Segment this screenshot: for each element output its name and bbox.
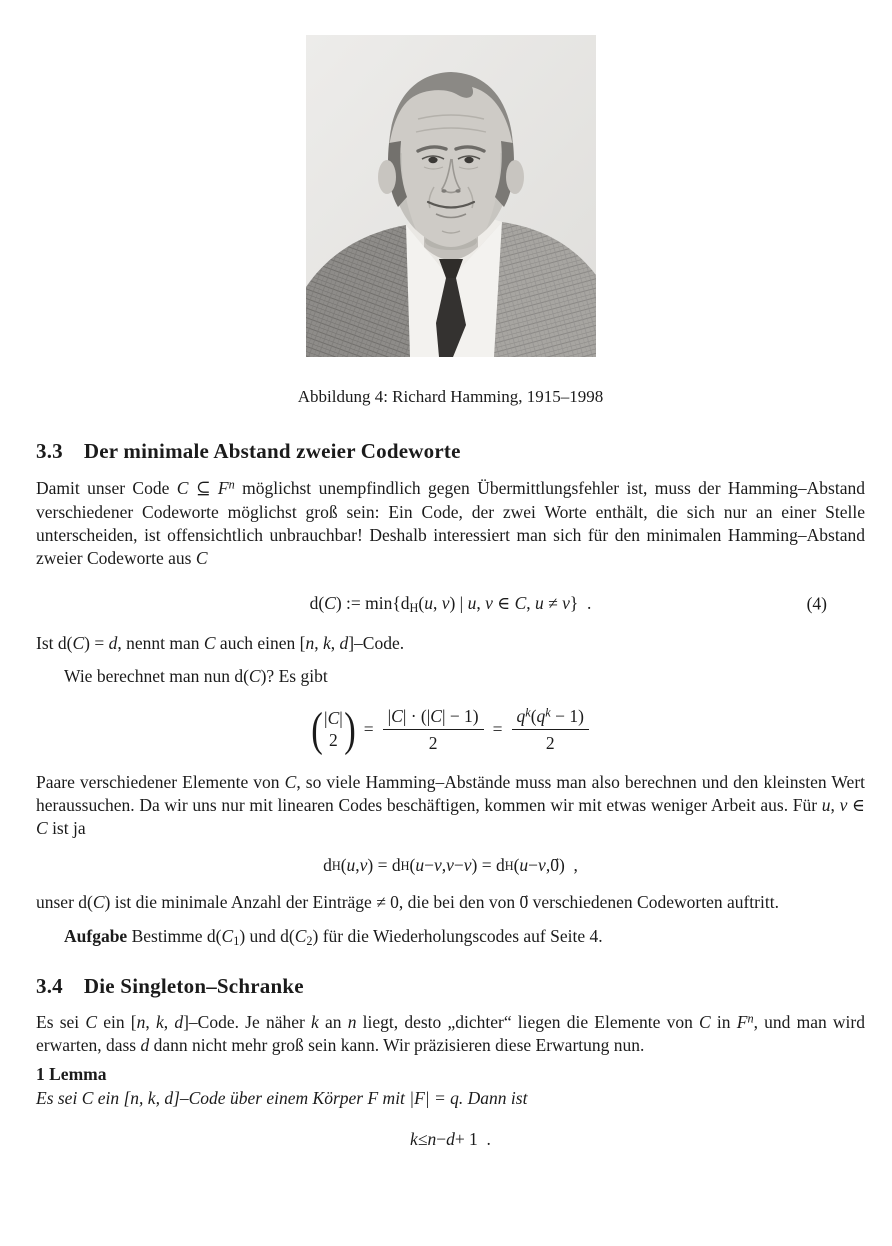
paragraph-intro-3-4: Es sei C ein [n, k, d]–Code. Je näher k an n liegt, desto „dichter“ liegen die Elemente von C in $F^n$, und man wird erwarten, dass d dann nicht mehr groß sein kann. Wir präzisieren diese Erwartung nun. <box>36 1011 865 1055</box>
nostril-left <box>441 189 446 193</box>
paragraph-intro-3-3: Damit unser Code C ⊆ $F^n$ möglichst unempfindlich gegen Übermittlungsfehler ist, muss der Hamming–Abstand verschiedener Codeworte möglichst groß sein: Ein Code, der zwei Worte enthält, die sich nur an einer Stelle unterscheiden, ist offensichtlich unbrauchbar! Deshalb interessiert man sich für den minimalen Hamming–Abstand zweier Codeworte aus C <box>36 477 865 569</box>
equation-4 <box>36 591 865 616</box>
equation-number: (4) <box>806 593 827 614</box>
equation-binomial: ( |C| 2 ) = $\frac{|C| \cdot (|C| - 1)}{2}$ = $\frac{q^k(q^k - 1)}{2}$ <box>36 701 865 759</box>
equation-4-body: d(C) := $\min\{d_H(u$, v) | u, v ∈ C, u ≠ v} . <box>309 593 592 616</box>
figure-4 <box>36 35 865 408</box>
eye-right <box>464 157 473 163</box>
section-title: Die Singleton–Schranke <box>83 973 304 998</box>
section-3-4-heading <box>36 973 865 1000</box>
ear-left <box>378 160 396 194</box>
section-number: 3.4 <box>36 973 63 998</box>
section-3-3-heading <box>36 438 865 465</box>
hamming-portrait-image <box>306 35 596 357</box>
figure-caption: Abbildung 4: Richard Hamming, 1915–1998 <box>297 387 604 407</box>
eye-left <box>428 157 437 163</box>
paragraph-unser-dc: unser d(C) ist die minimale Anzahl der Einträge ≠ 0, die bei den von 0 → verschiedenen Codeworten auftritt. <box>36 891 865 914</box>
section-number: 3.3 <box>36 439 63 464</box>
lemma-body: Es sei C ein [n, k, d]–Code über einem Körper F mit |F| = q. Dann ist <box>36 1088 528 1109</box>
paragraph-wie-berechnet: Wie berechnet man nun d(C)? Es gibt <box>64 666 328 687</box>
ear-right <box>506 160 524 194</box>
section-title: Der minimale Abstand zweier Codeworte <box>83 439 461 464</box>
paragraph-paare: Paare verschiedener Elemente von C, so viele Hamming–Abstände muss man also berechnen und den kleinsten Wert heraussuchen. Da wir uns nur mit linearen Codes beschäftigen, kommen wir mit etwas weniger Arbeit aus. Für u, v ∈ C ist ja <box>36 771 866 839</box>
nostril-right <box>455 189 460 193</box>
hamming-photo <box>306 35 596 363</box>
lemma-heading: 1 Lemma <box>36 1064 107 1085</box>
equation-hamming-distance: d H ( u , v ) = d H ( u − v , v − v ) = d H ( u − v , 0 → ) , <box>36 853 865 878</box>
aufgabe-paragraph: Aufgabe Bestimme $d(C_1)$ und $d(C_2)$ für die Wiederholungscodes auf Seite 4. <box>64 926 603 949</box>
equation-singleton-bound: k ≤ n − d + 1 . <box>410 1128 491 1149</box>
paragraph-nkd-code: Ist d(C) = d, nennt man C auch einen [n, k, d]–Code. <box>36 633 405 654</box>
